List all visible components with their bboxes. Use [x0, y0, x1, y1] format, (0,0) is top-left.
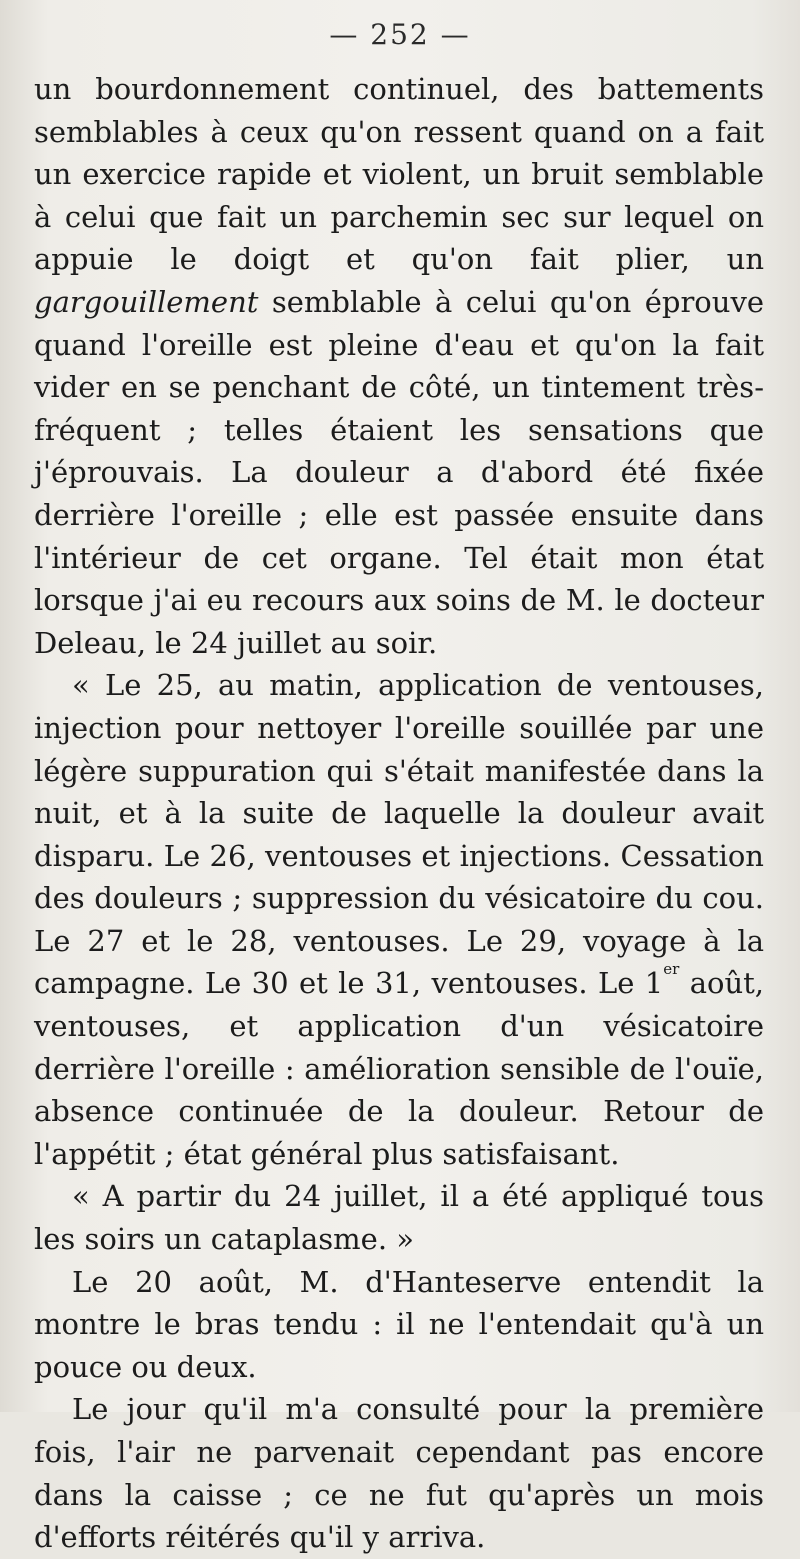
paragraph-symptoms-text-end: semblable à celui qu'on éprouve quand l'oreille est pleine d'eau et qu'on la fait vider en se penchant de côté, un tintement très-fréquent ; telles étaient les sensations que j'éprouvais. La douleur a d'abord été fixée derrière l'oreille ; elle est passée ensuite dans l'intérieur de cet organe. Tel était mon état lorsque j'ai eu recours aux soins de M. le docteur Deleau, le 24 juillet au soir.: [34, 284, 764, 660]
paragraph-symptoms-text-start: un bourdonnement continuel, des battements semblables à ceux qu'on ressent quand on a fait un exercice rapide et violent, un bruit semblable à celui que fait un parchemin sec sur lequel on appuie le doigt et qu'on fait plier, un: [34, 72, 764, 277]
paragraph-watch-test: Le 20 août, M. d'Hanteserve entendit la montre le bras tendu : il ne l'entendait qu'à un pouce ou deux.: [34, 1264, 764, 1384]
paragraph-treatment-text-end: août, ventouses, et application d'un vésicatoire derrière l'oreille : amélioration sensible de l'ouïe, absence continuée de la douleur. Retour de l'appétit ; état général plus satisfaisant.: [34, 966, 764, 1171]
italic-term: gargouillement: [34, 284, 259, 319]
body-text: [34, 68, 764, 1559]
paragraph-treatment-log: [34, 664, 764, 1175]
paragraph-first-consultation: Le jour qu'il m'a consulté pour la première fois, l'air ne parvenait cependant pas encore dans la caisse ; ce ne fut qu'après un mois d'efforts réitérés qu'il y arriva.: [34, 1392, 764, 1555]
superscript-ordinal: er: [663, 960, 680, 979]
paragraph-cataplasm: « A partir du 24 juillet, il a été appliqué tous les soirs un cataplasme. »: [34, 1179, 764, 1257]
page-number: — 252 —: [329, 18, 471, 51]
paragraph-symptoms: [34, 68, 764, 664]
paragraph-treatment-text-start: « Le 25, au matin, application de ventouses, injection pour nettoyer l'oreille souillée par une légère suppuration qui s'était manifestée dans la nuit, et à la suite de laquelle la douleur avait disparu. Le 26, ventouses et injections. Cessation des douleurs ; suppression du vésicatoire du cou. Le 27 et le 28, ventouses. Le 29, voyage à la campagne. Le 30 et le 31, ventouses. Le 1: [34, 668, 764, 1001]
